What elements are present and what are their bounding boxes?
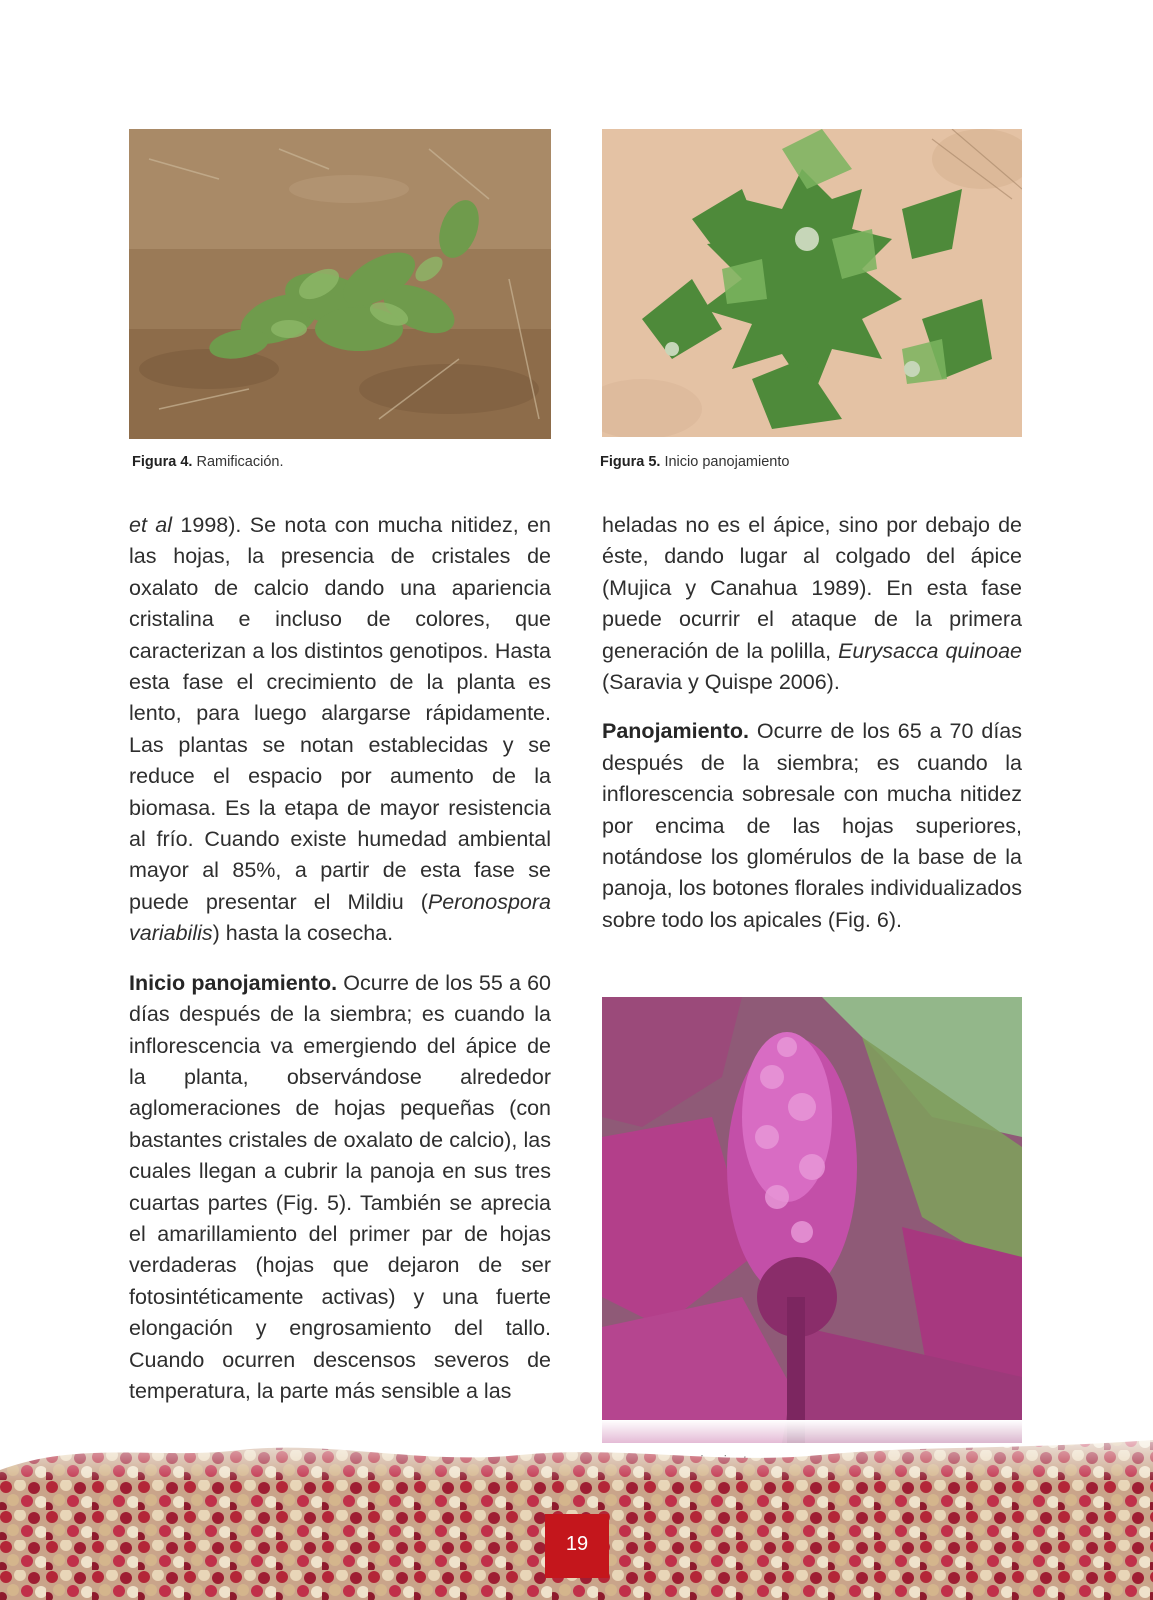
figure-5-title: Inicio panojamiento	[664, 454, 790, 470]
right-paragraph-1-text-a: heladas no es el ápice, sino por debajo de éste, dando lugar al colgado del ápice (Mujica y Canahua 1989). En esta fase puede ocurrir el ataque de la primera generación de la polilla,	[602, 513, 1022, 663]
heading-inicio-panojamiento: Inicio panojamiento.	[129, 970, 338, 995]
figure-5-caption	[600, 454, 789, 470]
figure-4-photo	[129, 129, 551, 439]
left-paragraph-1	[129, 510, 551, 950]
figure-4-label: Figura 4.	[132, 454, 193, 470]
figure-5-label: Figura 5.	[600, 454, 661, 470]
right-paragraph-2	[602, 716, 1022, 936]
heading-panojamiento: Panojamiento.	[602, 719, 749, 744]
left-column	[129, 510, 551, 1407]
left-paragraph-2	[129, 968, 551, 1408]
figure-4-caption	[132, 454, 284, 470]
right-paragraph-1	[602, 510, 1022, 698]
figure-4-title: Ramificación.	[196, 454, 284, 470]
right-paragraph-1-text-b: (Saravia y Quispe 2006).	[602, 670, 840, 695]
species-eurysacca: Eurysacca quinoae	[838, 638, 1022, 663]
species-peronospora: Peronospora variabilis	[129, 889, 551, 946]
page-number: 19	[545, 1514, 609, 1578]
left-paragraph-1-text-a: 1998). Se nota con mucha nitidez, en las hojas, la presencia de cristales de oxalato de calcio dando una apariencia cristalina e incluso de colores, que caracterizan a los distintos genotipos. Hasta esta fase el crecimiento de la planta es lento, para luego alargarse rápidamente. Las plantas se notan establecidas y se reduce el espacio por aumento de la biomasa. Es la etapa de mayor resistencia al frío. Cuando existe humedad ambiental mayor al 85%, a partir de esta fase se puede presentar el Mildiu (	[129, 513, 552, 914]
left-paragraph-2-text: Ocurre de los 55 a 60 días después de la siembra; es cuando la inflorescencia va emergiendo del ápice de la planta, observándose alrededor aglomeraciones de hojas pequeñas (con bastantes cristales de oxalato de calcio), las cuales llegan a cubrir la panoja en sus tres cuartas partes (Fig. 5). También se aprecia el amarillamiento del primer par de hojas verdaderas (hojas que dejaron de ser fotosintéticamente activas) y una fuerte elongación y engrosamiento del tallo. Cuando ocurren descensos severos de temperatura, la parte más sensible a las	[129, 970, 552, 1403]
figure-5-photo	[602, 129, 1022, 437]
right-paragraph-2-text: Ocurre de los 65 a 70 días después de la siembra; es cuando la inflorescencia sobresale con mucha nitidez por encima de las hojas superiores, notándose los glomérulos de la base de la panoja, los botones florales individualizados sobre todo los apicales (Fig. 6).	[602, 719, 1022, 932]
left-paragraph-1-text-b: ) hasta la cosecha.	[212, 921, 394, 946]
figure-6-photo	[602, 997, 1022, 1443]
citation-et-al: et al	[129, 513, 173, 537]
right-column	[602, 510, 1022, 936]
